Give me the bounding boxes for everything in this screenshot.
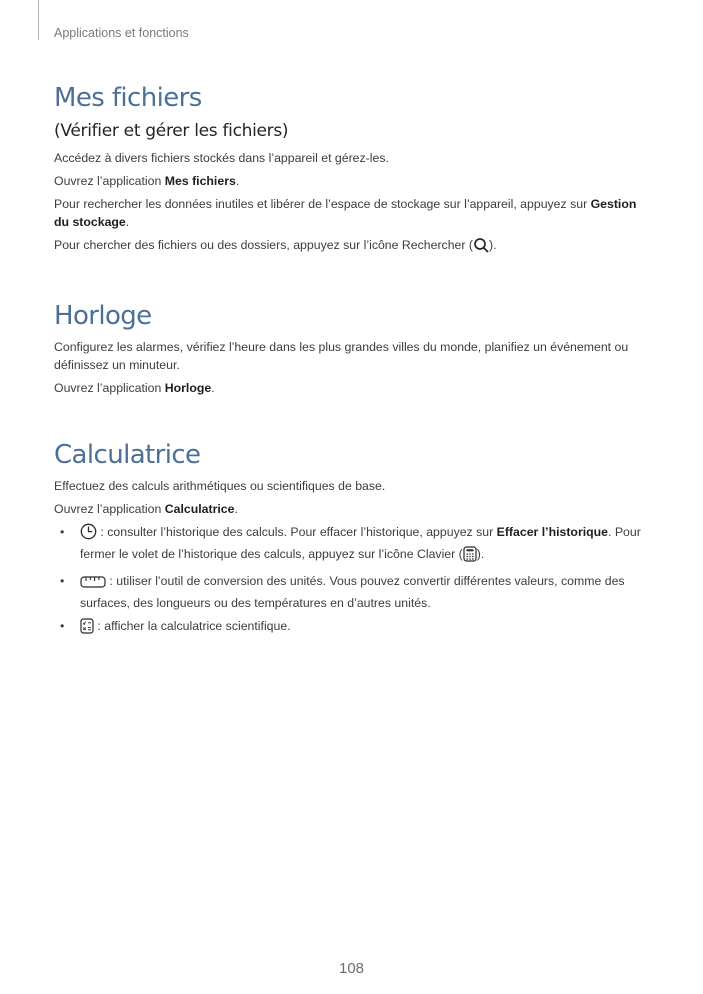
list-item: • : utiliser l’outil de conversion des unités. Vous pouvez convertir différentes valeurs, comme des surfaces, des longueurs ou des températures en d’autres unités.: [60, 574, 625, 610]
search-icon: [473, 237, 489, 258]
paragraph: Pour chercher des fichiers ou des dossiers, appuyez sur l’icône Rechercher ( ).: [54, 236, 654, 258]
app-name: Mes fichiers: [164, 174, 236, 188]
list-item: • : consulter l’historique des calculs. Pour effacer l’historique, appuyez sur Effacer l’historique. Pour fermer le volet de l’historique des calculs, appuyez sur l’icône Clavier ( ).: [54, 523, 654, 567]
paragraph: Configurez les alarmes, vérifiez l’heure dans les plus grandes villes du monde, planifiez un événement ou définissez un minuteur.: [54, 340, 629, 372]
running-head: Applications et fonctions: [54, 26, 189, 40]
keypad-icon: [463, 546, 477, 567]
history-clock-icon: [80, 523, 97, 545]
paragraph: Accédez à divers fichiers stockés dans l’appareil et gérez-les.: [54, 151, 389, 165]
paragraph: Ouvrez l’application Calculatrice.: [54, 502, 238, 516]
section-mes-fichiers: [54, 80, 654, 258]
margin-rule: [38, 0, 39, 40]
page-content: [54, 80, 654, 644]
app-name: Calculatrice: [164, 502, 235, 516]
paragraph: Ouvrez l’application Horloge.: [54, 381, 215, 395]
section-title: Horloge: [54, 301, 152, 331]
section-subtitle: (Vérifier et gérer les fichiers): [54, 121, 289, 141]
section-title: Mes fichiers: [54, 83, 202, 113]
bullet: •: [60, 525, 65, 539]
menu-option: Gestion du stockage: [54, 197, 637, 229]
page-number: 108: [338, 960, 365, 977]
ruler-icon: [80, 575, 106, 594]
bullet: •: [60, 574, 65, 588]
list-item: • : afficher la calculatrice scientifique.: [54, 617, 654, 639]
section-horloge: [54, 298, 654, 397]
section-calculatrice: [54, 437, 654, 639]
paragraph: Effectuez des calculs arithmétiques ou scientifiques de base.: [54, 479, 386, 493]
section-title: Calculatrice: [54, 440, 201, 470]
bullet: •: [60, 619, 65, 633]
app-name: Horloge: [164, 381, 212, 395]
paragraph: Ouvrez l’application Mes fichiers.: [54, 174, 240, 188]
feature-list: [54, 523, 654, 639]
menu-option: Effacer l’historique: [496, 525, 609, 539]
paragraph: Pour rechercher les données inutiles et libérer de l’espace de stockage sur l’appareil, appuyez sur Gestion du stockage.: [54, 197, 637, 229]
scientific-calculator-icon: [80, 618, 94, 639]
